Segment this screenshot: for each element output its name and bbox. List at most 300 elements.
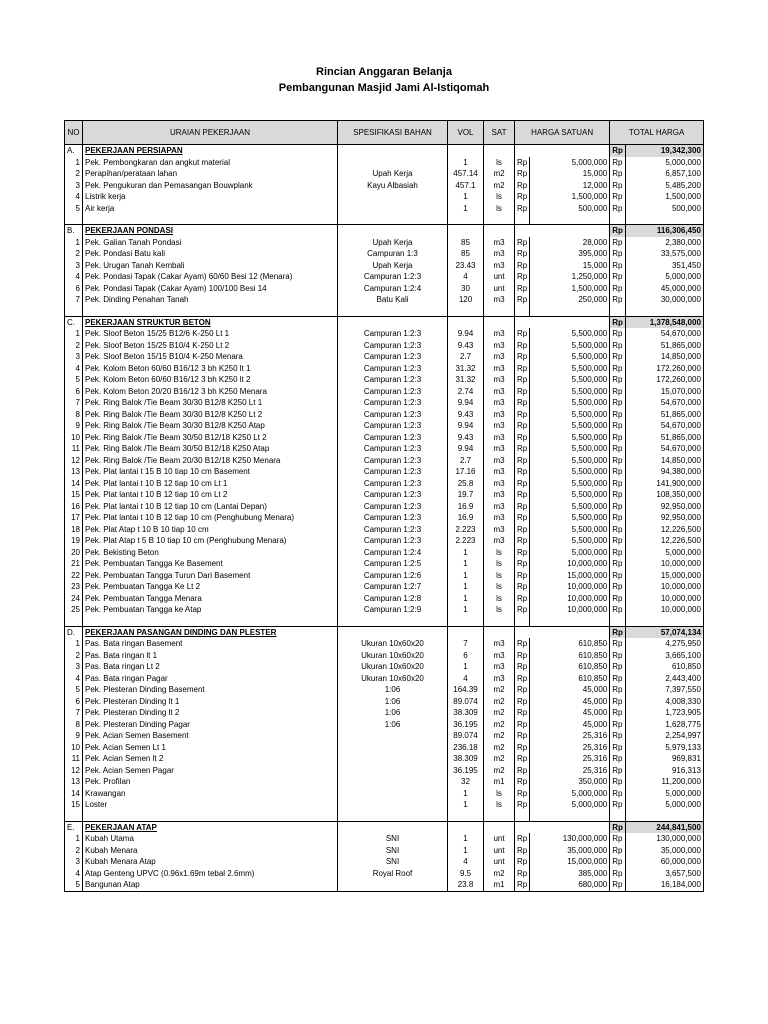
item-total-harga: 92,950,000 <box>625 512 703 524</box>
currency-label: Rp <box>610 501 626 513</box>
table-row <box>65 328 704 340</box>
item-sat: m3 <box>484 340 515 352</box>
currency-label: Rp <box>610 626 626 638</box>
item-harga-satuan: 5,500,000 <box>530 432 610 444</box>
item-harga-satuan: 130,000,000 <box>530 833 610 845</box>
header-harga-satuan: HARGA SATUAN <box>515 121 610 145</box>
item-spesifikasi <box>338 799 448 811</box>
currency-label: Rp <box>515 180 530 192</box>
item-uraian: Pek. Pengukuran dan Pemasangan Bouwplank <box>83 180 338 192</box>
currency-label: Rp <box>515 466 530 478</box>
item-uraian: Pek. Pembuatan Tangga Menara <box>83 593 338 605</box>
currency-label: Rp <box>515 283 530 295</box>
item-total-harga: 3,657,500 <box>625 868 703 880</box>
item-no: 2 <box>65 650 83 662</box>
item-uraian: Pek. Dinding Penahan Tanah <box>83 294 338 306</box>
currency-label: Rp <box>515 673 530 685</box>
item-harga-satuan: 15,000 <box>530 260 610 272</box>
currency-label: Rp <box>610 512 626 524</box>
empty-cell <box>625 616 703 627</box>
item-no: 13 <box>65 776 83 788</box>
currency-label: Rp <box>515 489 530 501</box>
item-harga-satuan: 610,850 <box>530 638 610 650</box>
currency-label: Rp <box>610 570 626 582</box>
item-no: 2 <box>65 168 83 180</box>
item-vol: 1 <box>448 558 484 570</box>
item-spesifikasi: Ukuran 10x60x20 <box>338 638 448 650</box>
item-harga-satuan: 5,500,000 <box>530 363 610 375</box>
item-no: 2 <box>65 248 83 260</box>
table-row <box>65 547 704 559</box>
item-sat: m3 <box>484 397 515 409</box>
item-harga-satuan: 25,316 <box>530 730 610 742</box>
table-row <box>65 799 704 811</box>
currency-label: Rp <box>515 420 530 432</box>
item-vol: 2.223 <box>448 535 484 547</box>
item-total-harga: 10,000,000 <box>625 593 703 605</box>
currency-label: Rp <box>610 191 626 203</box>
currency-label: Rp <box>515 478 530 490</box>
empty-cell <box>83 616 338 627</box>
currency-label: Rp <box>610 248 626 260</box>
item-no: 7 <box>65 397 83 409</box>
item-uraian: Pek. Plat lantai t 10 B 12 tiap 10 cm Lt 1 <box>83 478 338 490</box>
item-spesifikasi: Campuran 1:2:3 <box>338 432 448 444</box>
item-vol: 120 <box>448 294 484 306</box>
item-total-harga: 94,380,000 <box>625 466 703 478</box>
item-total-harga: 2,443,400 <box>625 673 703 685</box>
currency-label: Rp <box>515 512 530 524</box>
currency-label: Rp <box>610 650 626 662</box>
item-total-harga: 4,008,330 <box>625 696 703 708</box>
currency-label: Rp <box>610 730 626 742</box>
currency-label: Rp <box>610 432 626 444</box>
item-sat: m3 <box>484 650 515 662</box>
item-harga-satuan: 5,500,000 <box>530 443 610 455</box>
currency-label: Rp <box>610 799 626 811</box>
item-uraian: Pek. Plesteran Dinding Pagar <box>83 719 338 731</box>
table-row <box>65 833 704 845</box>
item-sat: unt <box>484 271 515 283</box>
currency-label: Rp <box>610 145 626 157</box>
item-total-harga: 30,000,000 <box>625 294 703 306</box>
item-no: 5 <box>65 684 83 696</box>
currency-label: Rp <box>610 558 626 570</box>
item-vol: 164.39 <box>448 684 484 696</box>
item-vol: 85 <box>448 237 484 249</box>
item-no: 15 <box>65 489 83 501</box>
item-no: 1 <box>65 328 83 340</box>
table-row <box>65 168 704 180</box>
item-uraian: Pek. Plat Atap t 5 B 10 tiap 10 cm (Penghubung Menara) <box>83 535 338 547</box>
empty-cell <box>610 214 626 225</box>
table-row <box>65 868 704 880</box>
item-total-harga: 5,000,000 <box>625 271 703 283</box>
item-vol: 1 <box>448 845 484 857</box>
item-uraian: Pek. Plat lantai t 10 B 12 tiap 10 cm (Lantai Depan) <box>83 501 338 513</box>
item-spesifikasi: Campuran 1:2:8 <box>338 593 448 605</box>
item-no: 3 <box>65 260 83 272</box>
item-uraian: Pek. Plesteran Dinding lt 2 <box>83 707 338 719</box>
section-total: 1,378,548,000 <box>625 316 703 328</box>
table-row <box>65 742 704 754</box>
currency-label: Rp <box>610 260 626 272</box>
currency-label: Rp <box>515 443 530 455</box>
currency-label: Rp <box>610 788 626 800</box>
empty-cell <box>448 316 484 328</box>
table-row <box>65 191 704 203</box>
currency-label: Rp <box>515 374 530 386</box>
currency-label: Rp <box>515 742 530 754</box>
item-sat: m3 <box>484 294 515 306</box>
empty-cell <box>484 214 515 225</box>
empty-cell <box>625 214 703 225</box>
table-row <box>65 432 704 444</box>
item-sat: ls <box>484 203 515 215</box>
item-sat: m3 <box>484 638 515 650</box>
item-vol: 1 <box>448 191 484 203</box>
table-row <box>65 856 704 868</box>
item-vol: 1 <box>448 833 484 845</box>
currency-label: Rp <box>515 397 530 409</box>
item-total-harga: 14,850,000 <box>625 455 703 467</box>
item-no: 4 <box>65 673 83 685</box>
empty-cell <box>484 821 515 833</box>
item-no: 8 <box>65 409 83 421</box>
item-sat: m3 <box>484 478 515 490</box>
item-total-harga: 1,628,775 <box>625 719 703 731</box>
item-uraian: Air kerja <box>83 203 338 215</box>
currency-label: Rp <box>515 730 530 742</box>
item-vol: 9.43 <box>448 340 484 352</box>
item-harga-satuan: 5,500,000 <box>530 455 610 467</box>
document-title: Rincian Anggaran Belanja <box>316 66 452 78</box>
currency-label: Rp <box>515 294 530 306</box>
item-uraian: Pek. Profilan <box>83 776 338 788</box>
currency-label: Rp <box>610 593 626 605</box>
item-total-harga: 45,000,000 <box>625 283 703 295</box>
item-vol: 4 <box>448 673 484 685</box>
currency-label: Rp <box>610 386 626 398</box>
table-row <box>65 879 704 891</box>
item-vol: 38.309 <box>448 707 484 719</box>
item-uraian: Pek. Pembuatan Tangga Ke Basement <box>83 558 338 570</box>
item-spesifikasi: Campuran 1:2:3 <box>338 466 448 478</box>
item-harga-satuan: 5,500,000 <box>530 501 610 513</box>
item-vol: 85 <box>448 248 484 260</box>
item-harga-satuan: 610,850 <box>530 661 610 673</box>
item-vol: 1 <box>448 157 484 169</box>
currency-label: Rp <box>610 879 626 891</box>
item-harga-satuan: 5,500,000 <box>530 420 610 432</box>
empty-cell <box>515 811 530 822</box>
item-sat: m2 <box>484 730 515 742</box>
item-no: 1 <box>65 638 83 650</box>
table-row <box>65 524 704 536</box>
item-harga-satuan: 680,000 <box>530 879 610 891</box>
table-row <box>65 673 704 685</box>
item-vol: 9.43 <box>448 409 484 421</box>
section-code: D. <box>65 626 83 638</box>
header-spesifikasi: SPESIFIKASI BAHAN <box>338 121 448 145</box>
item-spesifikasi: Upah Kerja <box>338 168 448 180</box>
table-row <box>65 593 704 605</box>
item-total-harga: 10,000,000 <box>625 581 703 593</box>
currency-label: Rp <box>515 328 530 340</box>
table-row <box>65 466 704 478</box>
item-harga-satuan: 45,000 <box>530 719 610 731</box>
item-harga-satuan: 5,500,000 <box>530 512 610 524</box>
empty-cell <box>515 626 610 638</box>
header-total-harga: TOTAL HARGA <box>610 121 704 145</box>
item-sat: m3 <box>484 489 515 501</box>
item-total-harga: 141,900,000 <box>625 478 703 490</box>
table-row <box>65 489 704 501</box>
item-total-harga: 54,670,000 <box>625 397 703 409</box>
empty-cell <box>448 616 484 627</box>
item-harga-satuan: 5,500,000 <box>530 340 610 352</box>
currency-label: Rp <box>515 833 530 845</box>
item-sat: m3 <box>484 351 515 363</box>
currency-label: Rp <box>515 753 530 765</box>
item-uraian: Pas. Bata ringan Lt 2 <box>83 661 338 673</box>
item-harga-satuan: 250,000 <box>530 294 610 306</box>
item-uraian: Pek. Acian Semen lt 2 <box>83 753 338 765</box>
item-no: 6 <box>65 283 83 295</box>
item-total-harga: 5,000,000 <box>625 799 703 811</box>
table-row <box>65 650 704 662</box>
item-uraian: Pek. Pembuatan Tangga ke Atap <box>83 604 338 616</box>
currency-label: Rp <box>515 455 530 467</box>
item-harga-satuan: 5,500,000 <box>530 351 610 363</box>
table-row <box>65 719 704 731</box>
item-sat: m2 <box>484 868 515 880</box>
table-row <box>65 271 704 283</box>
currency-label: Rp <box>610 455 626 467</box>
empty-cell <box>338 214 448 225</box>
item-sat: m2 <box>484 765 515 777</box>
empty-cell <box>65 214 83 225</box>
currency-label: Rp <box>515 868 530 880</box>
table-row <box>65 260 704 272</box>
table-row <box>65 203 704 215</box>
item-spesifikasi: Campuran 1:2:3 <box>338 397 448 409</box>
item-no: 13 <box>65 466 83 478</box>
item-spesifikasi <box>338 203 448 215</box>
item-spesifikasi: SNI <box>338 833 448 845</box>
item-vol: 1 <box>448 661 484 673</box>
empty-cell <box>448 145 484 157</box>
item-no: 14 <box>65 478 83 490</box>
section-name: PEKERJAAN STRUKTUR BETON <box>83 316 338 328</box>
item-uraian: Pek. Sloof Beton 15/25 B10/4 K-250 Lt 2 <box>83 340 338 352</box>
item-uraian: Pek. Plat Atap t 10 B 10 tiap 10 cm <box>83 524 338 536</box>
table-row <box>65 558 704 570</box>
currency-label: Rp <box>610 547 626 559</box>
item-sat: unt <box>484 845 515 857</box>
section-total: 57,074,134 <box>625 626 703 638</box>
table-row <box>65 845 704 857</box>
section-header-row <box>65 316 704 328</box>
item-vol: 1 <box>448 570 484 582</box>
item-spesifikasi: Campuran 1:2:3 <box>338 535 448 547</box>
currency-label: Rp <box>610 765 626 777</box>
spacer-row <box>65 306 704 317</box>
table-row <box>65 765 704 777</box>
item-spesifikasi: Campuran 1:2:4 <box>338 283 448 295</box>
item-spesifikasi: Campuran 1:2:3 <box>338 478 448 490</box>
item-total-harga: 5,000,000 <box>625 788 703 800</box>
item-vol: 23.8 <box>448 879 484 891</box>
item-spesifikasi: Ukuran 10x60x20 <box>338 650 448 662</box>
spacer-row <box>65 214 704 225</box>
item-no: 5 <box>65 203 83 215</box>
empty-cell <box>484 626 515 638</box>
item-uraian: Pek. Plesteran Dinding lt 1 <box>83 696 338 708</box>
currency-label: Rp <box>515 501 530 513</box>
item-vol: 4 <box>448 856 484 868</box>
currency-label: Rp <box>610 351 626 363</box>
header-no: NO <box>65 121 83 145</box>
currency-label: Rp <box>515 157 530 169</box>
item-sat: unt <box>484 283 515 295</box>
item-harga-satuan: 1,500,000 <box>530 283 610 295</box>
item-no: 16 <box>65 501 83 513</box>
item-uraian: Pek. Pondasi Batu kali <box>83 248 338 260</box>
item-total-harga: 33,575,000 <box>625 248 703 260</box>
currency-label: Rp <box>515 191 530 203</box>
item-uraian: Pek. Ring Balok /Tie Beam 30/50 B12/18 K250 Lt 2 <box>83 432 338 444</box>
item-no: 12 <box>65 765 83 777</box>
item-no: 10 <box>65 742 83 754</box>
currency-label: Rp <box>515 799 530 811</box>
item-harga-satuan: 5,000,000 <box>530 788 610 800</box>
currency-label: Rp <box>515 203 530 215</box>
empty-cell <box>484 225 515 237</box>
currency-label: Rp <box>610 225 626 237</box>
empty-cell <box>65 616 83 627</box>
currency-label: Rp <box>515 558 530 570</box>
item-no: 10 <box>65 432 83 444</box>
item-vol: 38.309 <box>448 753 484 765</box>
table-row <box>65 570 704 582</box>
item-sat: m2 <box>484 742 515 754</box>
item-spesifikasi: Campuran 1:2:3 <box>338 374 448 386</box>
item-total-harga: 54,670,000 <box>625 420 703 432</box>
item-spesifikasi: Kayu Albasiah <box>338 180 448 192</box>
table-header-row <box>65 121 704 145</box>
item-uraian: Pek. Bekisting Beton <box>83 547 338 559</box>
item-uraian: Kubah Menara <box>83 845 338 857</box>
item-uraian: Pek. Pondasi Tapak (Cakar Ayam) 100/100 Besi 14 <box>83 283 338 295</box>
empty-cell <box>83 306 338 317</box>
item-sat: ls <box>484 570 515 582</box>
item-spesifikasi: Campuran 1:2:3 <box>338 489 448 501</box>
item-uraian: Pek. Plesteran Dinding Basement <box>83 684 338 696</box>
item-sat: m2 <box>484 180 515 192</box>
item-harga-satuan: 5,500,000 <box>530 535 610 547</box>
item-no: 4 <box>65 271 83 283</box>
item-sat: m2 <box>484 168 515 180</box>
currency-label: Rp <box>515 260 530 272</box>
item-vol: 457.1 <box>448 180 484 192</box>
item-spesifikasi: Campuran 1:2:3 <box>338 443 448 455</box>
item-sat: ls <box>484 799 515 811</box>
item-no: 11 <box>65 753 83 765</box>
table-row <box>65 604 704 616</box>
section-total: 116,306,450 <box>625 225 703 237</box>
item-no: 14 <box>65 788 83 800</box>
item-vol: 17.16 <box>448 466 484 478</box>
currency-label: Rp <box>610 316 626 328</box>
section-code: E. <box>65 821 83 833</box>
item-uraian: Atap Genteng UPVC (0.96x1.69m tebal 2.6mm) <box>83 868 338 880</box>
item-sat: m3 <box>484 673 515 685</box>
item-vol: 9.94 <box>448 420 484 432</box>
currency-label: Rp <box>610 661 626 673</box>
section-total: 19,342,300 <box>625 145 703 157</box>
item-uraian: Pek. Pembongkaran dan angkut material <box>83 157 338 169</box>
empty-cell <box>338 821 448 833</box>
item-no: 2 <box>65 340 83 352</box>
item-total-harga: 51,865,000 <box>625 340 703 352</box>
item-no: 24 <box>65 593 83 605</box>
currency-label: Rp <box>515 409 530 421</box>
empty-cell <box>448 225 484 237</box>
item-no: 21 <box>65 558 83 570</box>
currency-label: Rp <box>610 581 626 593</box>
item-sat: ls <box>484 547 515 559</box>
item-harga-satuan: 45,000 <box>530 707 610 719</box>
currency-label: Rp <box>610 845 626 857</box>
section-name: PEKERJAAN PONDASI <box>83 225 338 237</box>
item-harga-satuan: 5,000,000 <box>530 547 610 559</box>
empty-cell <box>530 214 610 225</box>
table-row <box>65 374 704 386</box>
table-row <box>65 788 704 800</box>
item-no: 17 <box>65 512 83 524</box>
section-code: A. <box>65 145 83 157</box>
section-code: C. <box>65 316 83 328</box>
item-sat: ls <box>484 191 515 203</box>
item-total-harga: 7,397,550 <box>625 684 703 696</box>
currency-label: Rp <box>610 776 626 788</box>
item-spesifikasi <box>338 742 448 754</box>
empty-cell <box>448 821 484 833</box>
item-spesifikasi <box>338 788 448 800</box>
empty-cell <box>530 306 610 317</box>
item-spesifikasi: Campuran 1:2:3 <box>338 386 448 398</box>
item-vol: 1 <box>448 604 484 616</box>
table-row <box>65 455 704 467</box>
item-spesifikasi: Campuran 1:2:7 <box>338 581 448 593</box>
item-spesifikasi <box>338 776 448 788</box>
item-uraian: Listrik kerja <box>83 191 338 203</box>
item-total-harga: 60,000,000 <box>625 856 703 868</box>
section-name: PEKERJAAN ATAP <box>83 821 338 833</box>
item-harga-satuan: 45,000 <box>530 684 610 696</box>
item-uraian: Pek. Pembuatan Tangga Turun Dari Basement <box>83 570 338 582</box>
item-total-harga: 35,000,000 <box>625 845 703 857</box>
currency-label: Rp <box>610 397 626 409</box>
currency-label: Rp <box>610 374 626 386</box>
item-harga-satuan: 350,000 <box>530 776 610 788</box>
item-no: 25 <box>65 604 83 616</box>
empty-cell <box>448 811 484 822</box>
empty-cell <box>515 821 610 833</box>
currency-label: Rp <box>610 328 626 340</box>
item-total-harga: 11,200,000 <box>625 776 703 788</box>
